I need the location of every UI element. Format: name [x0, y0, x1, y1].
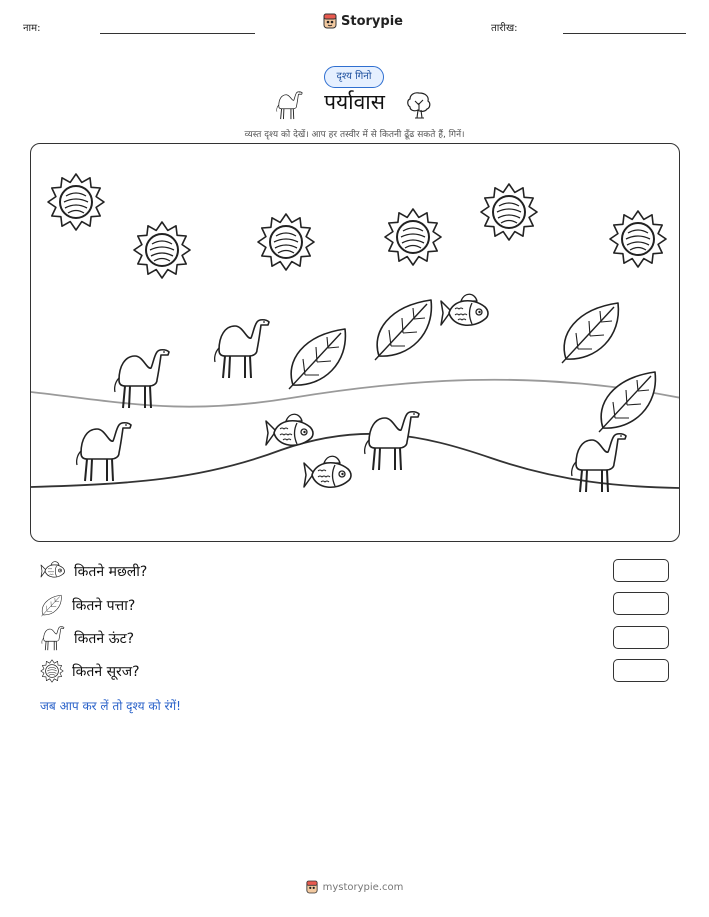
question-text: कितने सूरज? — [72, 663, 140, 680]
question-sun — [40, 659, 140, 683]
sun-icon — [610, 211, 666, 267]
footer — [0, 880, 709, 894]
question-camel — [40, 626, 134, 650]
question-text: कितने पत्ता? — [72, 597, 136, 614]
sun-icon — [385, 209, 441, 265]
question-text: कितने ऊंट? — [74, 630, 135, 647]
habitat-scene — [30, 143, 680, 542]
fish-icon — [304, 456, 351, 487]
answer-box-sun[interactable] — [613, 659, 669, 682]
camel-icon — [40, 625, 66, 651]
leaf-icon — [40, 593, 64, 617]
fish-icon — [441, 294, 488, 325]
name-field[interactable] — [100, 33, 255, 34]
answer-box-camel[interactable] — [613, 626, 669, 649]
date-label: तारीख: — [491, 23, 518, 34]
tree-decoration-icon — [406, 90, 432, 120]
question-text: कितने मछली? — [74, 563, 148, 580]
fish-icon — [40, 560, 66, 582]
sun-icon — [481, 184, 537, 240]
answer-box-leaf[interactable] — [613, 592, 669, 615]
footer-url[interactable]: mystorypie.com — [322, 881, 404, 893]
camel-icon — [77, 423, 131, 481]
brand-logo — [323, 13, 403, 29]
storypie-mascot-icon — [306, 880, 318, 894]
leaf-icon — [599, 372, 655, 432]
page-title: पर्यावास — [324, 90, 385, 114]
camel-icon — [215, 320, 269, 378]
brand-name: Storypie — [341, 13, 403, 29]
fish-icon — [266, 414, 313, 445]
coloring-note: जब आप कर लें तो दृश्य को रंगें! — [40, 699, 181, 713]
sun-icon — [48, 174, 104, 230]
camel-icon — [115, 350, 169, 408]
date-field[interactable] — [563, 33, 686, 34]
name-label: नाम: — [23, 23, 41, 34]
instructions: व्यस्त दृश्य को देखें। आप हर तस्वीर में से कितनी ढूँढ सकते हैं, गिनें। — [244, 130, 465, 140]
question-fish — [40, 559, 147, 583]
question-leaf — [40, 593, 135, 617]
activity-pill: दृश्य गिनो — [324, 66, 384, 88]
camel-icon — [365, 412, 419, 470]
sun-icon — [134, 222, 190, 278]
storypie-mascot-icon — [323, 13, 337, 29]
answer-box-fish[interactable] — [613, 559, 669, 582]
leaf-icon — [375, 300, 431, 360]
sun-icon — [258, 214, 314, 270]
sun-icon — [40, 659, 64, 683]
leaf-icon — [289, 329, 345, 389]
leaf-icon — [562, 303, 618, 363]
